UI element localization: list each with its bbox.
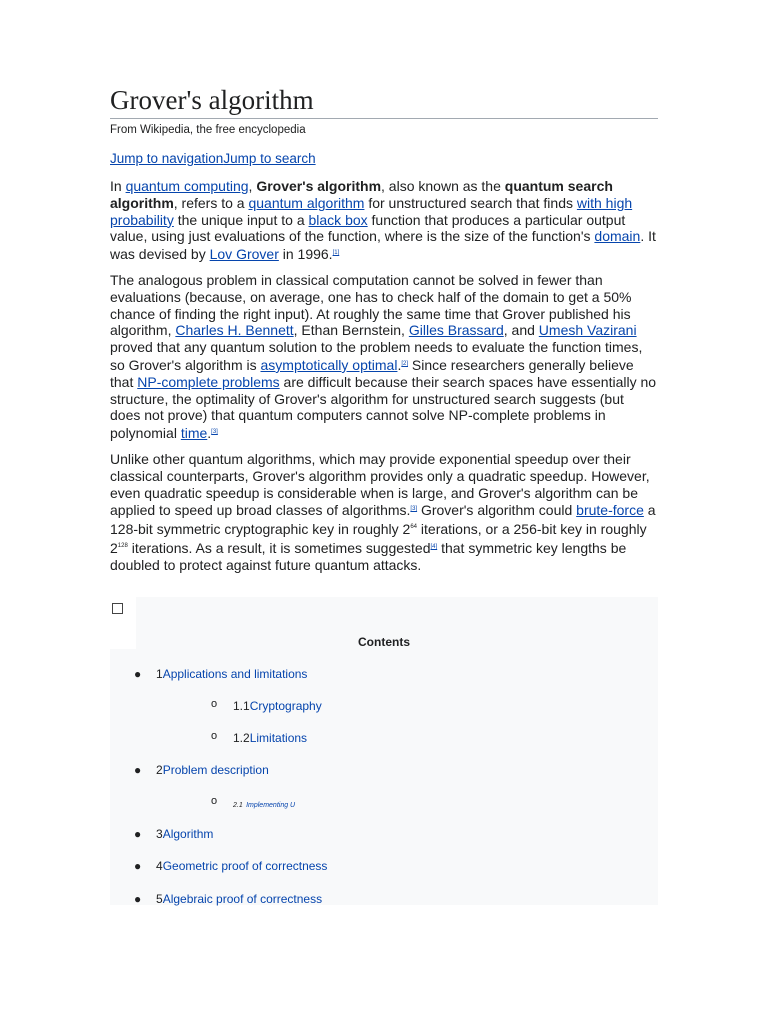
toc-item[interactable] bbox=[134, 667, 308, 681]
text: . bbox=[207, 425, 212, 442]
toc-item[interactable] bbox=[211, 795, 296, 810]
link-np-complete-problems[interactable]: NP-complete problems bbox=[137, 373, 280, 390]
toc-link[interactable]: Implementing U bbox=[246, 802, 296, 809]
text: In bbox=[110, 178, 126, 194]
page-title: Grover's algorithm bbox=[110, 84, 658, 119]
toc-link[interactable]: Cryptography bbox=[249, 699, 322, 713]
toc-link[interactable]: Geometric proof of correctness bbox=[162, 859, 328, 873]
text: . bbox=[397, 356, 402, 373]
reference-link[interactable]: [3] bbox=[211, 429, 218, 436]
intro-paragraph-1 bbox=[110, 178, 658, 263]
intro-paragraph-3 bbox=[110, 451, 658, 574]
toc-item[interactable] bbox=[211, 698, 322, 713]
link-quantum-computing[interactable]: quantum computing bbox=[125, 178, 249, 194]
link-gilles-brassard[interactable]: Gilles Brassard bbox=[408, 322, 504, 339]
text: Unlike other quantum algorithms, which may provide exponential speedup over their classical counterparts, Grover's algorithm provides only a quadratic speedup. However, even quadratic speedup is considerable when is large, and Grover's algorithm can be applied to speed up broad classes of algorithms. bbox=[110, 450, 650, 519]
toc-toggle-checkbox[interactable] bbox=[112, 603, 123, 614]
toc-number: 5 bbox=[156, 892, 163, 906]
toc-item[interactable] bbox=[134, 827, 214, 841]
jump-to-navigation-link[interactable]: Jump to navigation bbox=[110, 151, 224, 166]
link-brute-force[interactable]: brute-force bbox=[576, 502, 644, 519]
intro-paragraph-2 bbox=[110, 272, 658, 442]
bullet-icon: ● bbox=[134, 892, 142, 906]
toc-item[interactable] bbox=[211, 730, 308, 745]
text: Since researchers generally believe that bbox=[110, 356, 634, 390]
table-of-contents bbox=[110, 597, 658, 905]
text: , Ethan Bernstein, bbox=[293, 322, 409, 339]
exponent: 64 bbox=[410, 524, 418, 531]
toc-title: Contents bbox=[358, 635, 410, 649]
reference-link[interactable]: [2] bbox=[401, 360, 408, 367]
link-lov-grover[interactable]: Lov Grover bbox=[209, 246, 279, 263]
text: in 1996. bbox=[278, 246, 333, 263]
text: iterations. As a result, it is sometimes suggested bbox=[127, 539, 431, 556]
jump-to-search-link[interactable]: Jump to search bbox=[223, 151, 316, 166]
text: are difficult because their search spaces have essentially no structure, the optimality of Grover's algorithm for unstructured search suggests (but does not prove) that quantum computers cannot solve NP-complete problems in polynomial bbox=[110, 373, 657, 442]
bullet-icon: ● bbox=[134, 667, 142, 681]
text: Grover's algorithm could bbox=[417, 502, 577, 519]
link-umesh-vazirani[interactable]: Umesh Vazirani bbox=[538, 322, 637, 339]
toc-link[interactable]: Applications and limitations bbox=[162, 667, 308, 681]
circle-bullet-icon: o bbox=[211, 795, 218, 807]
article bbox=[110, 84, 658, 574]
text: , refers to a bbox=[173, 194, 249, 211]
link-black-box[interactable]: black box bbox=[308, 211, 368, 228]
toc-number: 1.1 bbox=[233, 699, 250, 713]
link-time[interactable]: time bbox=[180, 425, 208, 442]
toc-number: 2 bbox=[156, 763, 163, 777]
bullet-icon: ● bbox=[134, 763, 142, 777]
reference-link[interactable]: [3] bbox=[410, 506, 418, 513]
bold-term: Grover's algorithm bbox=[256, 178, 382, 194]
toc-number: 2.1 bbox=[233, 802, 243, 809]
text: iterations, or a 256-bit key in roughly 2 bbox=[110, 521, 647, 556]
circle-bullet-icon: o bbox=[211, 730, 218, 742]
text: function that produces a particular output value, using just evaluations of the function, where is the size of the function's bbox=[110, 211, 626, 245]
text: the unique input to a bbox=[173, 211, 309, 228]
exponent: 128 bbox=[117, 542, 128, 549]
toc-item[interactable] bbox=[134, 859, 328, 873]
toc-number: 4 bbox=[156, 859, 163, 873]
link-with-high-probability[interactable]: with high probability bbox=[110, 194, 633, 228]
toc-number: 1 bbox=[156, 667, 163, 681]
text: The analogous problem in classical computation cannot be solved in fewer than evaluations (because, on average, one has to check half of the domain to get a 50% chance of finding the right input). At roughly the same time that Grover published his algorithm, bbox=[110, 271, 632, 339]
link-domain[interactable]: domain bbox=[594, 228, 641, 245]
text: a 128-bit symmetric cryptographic key in roughly 2 bbox=[110, 502, 656, 538]
reference-link[interactable]: [1] bbox=[332, 250, 340, 257]
text: proved that any quantum solution to the problem needs to evaluate the function times, so Grover's algorithm is bbox=[110, 339, 643, 373]
text: for unstructured search that finds bbox=[364, 194, 577, 211]
jump-links bbox=[110, 151, 658, 166]
reference-link[interactable]: [4] bbox=[430, 543, 438, 550]
toc-link[interactable]: Algebraic proof of correctness bbox=[162, 892, 323, 906]
link-charles-h-bennett[interactable]: Charles H. Bennett bbox=[175, 322, 294, 339]
link-asymptotically-optimal[interactable]: asymptotically optimal bbox=[260, 356, 398, 373]
circle-bullet-icon: o bbox=[211, 698, 218, 710]
text: , bbox=[248, 178, 257, 194]
toc-item[interactable] bbox=[134, 892, 323, 906]
text: that symmetric key lengths be doubled to protect against future quantum attacks. bbox=[110, 539, 627, 573]
toc-link[interactable]: Problem description bbox=[162, 763, 269, 777]
bullet-icon: ● bbox=[134, 827, 142, 841]
bold-term: quantum search algorithm bbox=[110, 178, 613, 211]
toc-number: 3 bbox=[156, 827, 163, 841]
toc-number: 1.2 bbox=[233, 731, 250, 745]
text: . It was devised by bbox=[110, 228, 656, 263]
toc-link[interactable]: Limitations bbox=[249, 731, 308, 745]
toc-item[interactable] bbox=[134, 763, 269, 777]
link-quantum-algorithm[interactable]: quantum algorithm bbox=[248, 194, 365, 211]
bullet-icon: ● bbox=[134, 859, 142, 873]
toc-link[interactable]: Algorithm bbox=[162, 827, 214, 841]
text: , and bbox=[503, 322, 539, 339]
tagline: From Wikipedia, the free encyclopedia bbox=[110, 124, 306, 136]
text: , also known as the bbox=[381, 178, 505, 194]
